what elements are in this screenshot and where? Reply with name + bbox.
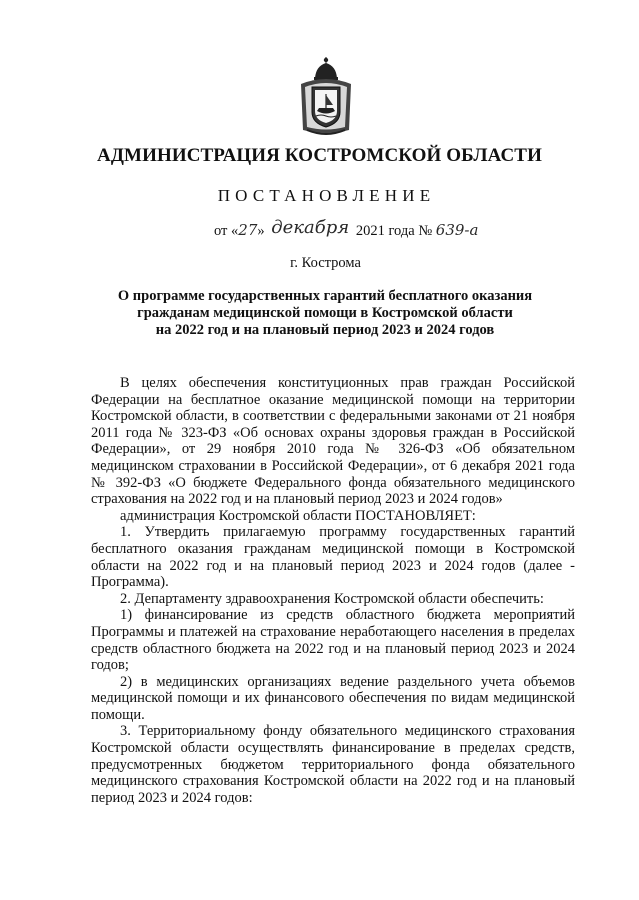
dateline-year: 2021 года № [355,223,433,239]
organization-name: АДМИНИСТРАЦИЯ КОСТРОМСКОЙ ОБЛАСТИ [97,145,542,166]
document-type: ПОСТАНОВЛЕНИЕ [217,186,436,205]
body-paragraph-item-2-1: 1) финансирование из средств областного бюджета мероприятий Программы и платежей на страхование неработающего населения в пределах средств областного бюджета на 2022 год и на плановый период 2023 и 2024 годов; [91,607,575,674]
body-paragraph-preamble: В целях обеспечения конституционных прав граждан Российской Федерации на бесплатное оказание медицинской помощи на территории Костромской области, в соответствии с федеральными законами от 21 ноября 2011 года № 323-ФЗ «Об основах охраны здоровья граждан в Российской Федерации», от 29 ноября 2010 года № 326-ФЗ «Об обязательном медицинском страховании в Российской Федерации», от 6 декабря 2021 года № 392-ФЗ «О бюджете Федерального фонда обязательного медицинского страхования на 2022 год и на плановый период 2023 и 2024 годов» [91,375,575,508]
document-body [91,375,575,806]
handwritten-document-number: 639-а [435,221,479,239]
coat-of-arms-emblem [297,56,355,138]
document-title [90,288,560,339]
body-paragraph-item-2: 2. Департаменту здравоохранения Костромской области обеспечить: [120,590,544,607]
title-line: гражданам медицинской помощи в Костромской области [137,305,513,321]
document-dateline [214,219,478,240]
dateline-prefix: от « [214,223,239,239]
city-name: г. Кострома [290,255,361,271]
body-paragraph-item-1: 1. Утвердить прилагаемую программу государственных гарантий бесплатного оказания гражданам медицинской помощи в Костромской области на 2022 год и на плановый период 2023 и 2024 годов (далее - Программа). [91,524,575,591]
body-paragraph-item-3: 3. Территориальному фонду обязательного медицинского страхования Костромской области осуществлять финансирование в пределах средств, предусмотренных бюджетом территориального фонда обязательного медицинского страхования Костромской области на 2022 год и на плановый период 2023 и 2024 годов: [91,723,575,806]
handwritten-day: 27 [238,221,258,239]
title-line: на 2022 год и на плановый период 2023 и 2024 годов [155,322,495,338]
body-paragraph-item-2-2: 2) в медицинских организациях ведение раздельного учета объемов медицинской помощи и их финансового обеспечения по видам медицинской помощи. [91,673,575,723]
handwritten-month: декабря [271,217,350,238]
body-paragraph-resolves: администрация Костромской области ПОСТАНОВЛЯЕТ: [120,507,476,524]
title-line: О программе государственных гарантий бесплатного оказания [117,288,533,304]
dateline-day-close: » [257,223,265,239]
